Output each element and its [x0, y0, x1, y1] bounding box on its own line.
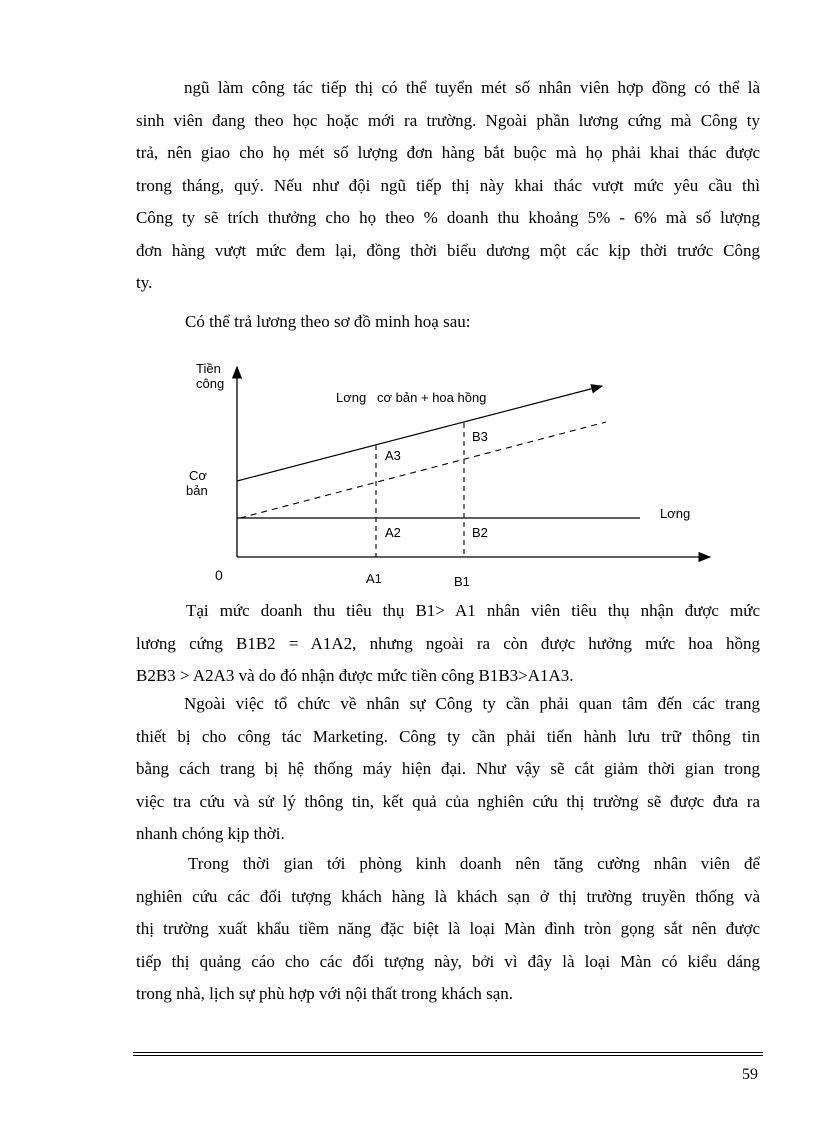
paragraph-2 — [136, 595, 760, 693]
text-line: tiếp thị quảng cáo cho các đối tượng này, bởi vì đây là loại Màn có kiểu dáng — [136, 951, 760, 971]
text-line: thiết bị cho công tác Marketing. Công ty cần phải tiến hành lưu trữ thông tin — [136, 726, 760, 746]
text-line: B2B3 > A2A3 và do đó nhận được mức tiền công B1B3>A1A3. — [136, 666, 574, 685]
y-axis-label: Tiền — [196, 361, 221, 376]
text-line: trả, nên giao cho họ mét số lượng đơn hàng bắt buộc mà họ phải khai thác được — [136, 143, 760, 162]
y-axis-label: công — [196, 376, 225, 391]
text-line: nhanh chóng kịp thời. — [136, 824, 285, 843]
text-line: ngũ làm công tác tiếp thị có thể tuyển mét số nhân viên hợp đồng có thể là — [184, 78, 760, 97]
text-line: Tại mức doanh thu tiêu thụ B1> A1 nhân viên tiêu thụ nhận được mức — [186, 601, 760, 620]
a2-label: A2 — [385, 525, 401, 540]
b2-label: B2 — [472, 525, 488, 540]
a3-label: A3 — [385, 448, 401, 463]
total-line-label: Lơng cơ bản + hoa hồng — [336, 390, 487, 405]
text-line: nghiên cứu các đối tượng khách hàng là khách sạn ở thị trường truyền thống và — [136, 886, 760, 906]
text-line: đơn hàng vượt mức đem lại, đồng thời biểu dương một các kịp thời trước Công — [136, 240, 760, 260]
text-line: Trong thời gian tới phòng kinh doanh nên tăng cường nhân viên để — [188, 854, 760, 873]
paragraph-1 — [136, 72, 760, 300]
b3-label: B3 — [472, 429, 488, 444]
commission-line — [240, 422, 606, 518]
base-label: Cơ — [189, 468, 207, 483]
text-line: Ngoài việc tổ chức về nhân sự Công ty cần phải quan tâm đến các trang — [184, 694, 760, 713]
wage-diagram — [170, 350, 730, 600]
b1-label: B1 — [454, 574, 470, 589]
footer-rule — [133, 1055, 763, 1056]
page-number: 59 — [742, 1066, 758, 1083]
paragraph-3 — [136, 688, 760, 851]
text-line: sinh viên đang theo học hoặc mới ra trường. Ngoài phần lương cứng mà Công ty — [136, 110, 760, 130]
text-line: Công ty sẽ trích thưởng cho họ theo % doanh thu khoảng 5% - 6% mà số lượng — [136, 208, 760, 227]
base-line-label: Lơng — [660, 506, 691, 521]
text-line: thị trường xuất khẩu tiềm năng đặc biệt là loại Màn đình tròn gọng sắt nên được — [136, 919, 760, 938]
text-line: bằng cách trang bị hệ thống máy hiện đại. Như vậy sẽ cắt giảm thời gian trong — [136, 759, 760, 778]
text-line: trong nhà, lịch sự phù hợp với nội thất trong khách sạn. — [136, 984, 514, 1003]
paragraph-4 — [136, 848, 760, 1011]
footer-rule — [133, 1052, 763, 1053]
text-line: trong tháng, quý. Nếu như đội ngũ tiếp thị này khai thác vượt mức yêu cầu thì — [136, 175, 760, 195]
diagram-intro: Có thể trả lương theo sơ đồ minh hoạ sau: — [185, 312, 471, 331]
text-line: ty. — [136, 273, 153, 292]
base-label: bản — [186, 483, 208, 498]
origin-label: 0 — [215, 567, 223, 583]
text-line: việc tra cứu và sử lý thông tin, kết quả của nghiên cứu thị trường sẽ được đưa ra — [136, 791, 760, 811]
text-line: lương cứng B1B2 = A1A2, nhưng ngoài ra còn được hưởng mức hoa hồng — [136, 633, 760, 653]
a1-label: A1 — [366, 571, 382, 586]
